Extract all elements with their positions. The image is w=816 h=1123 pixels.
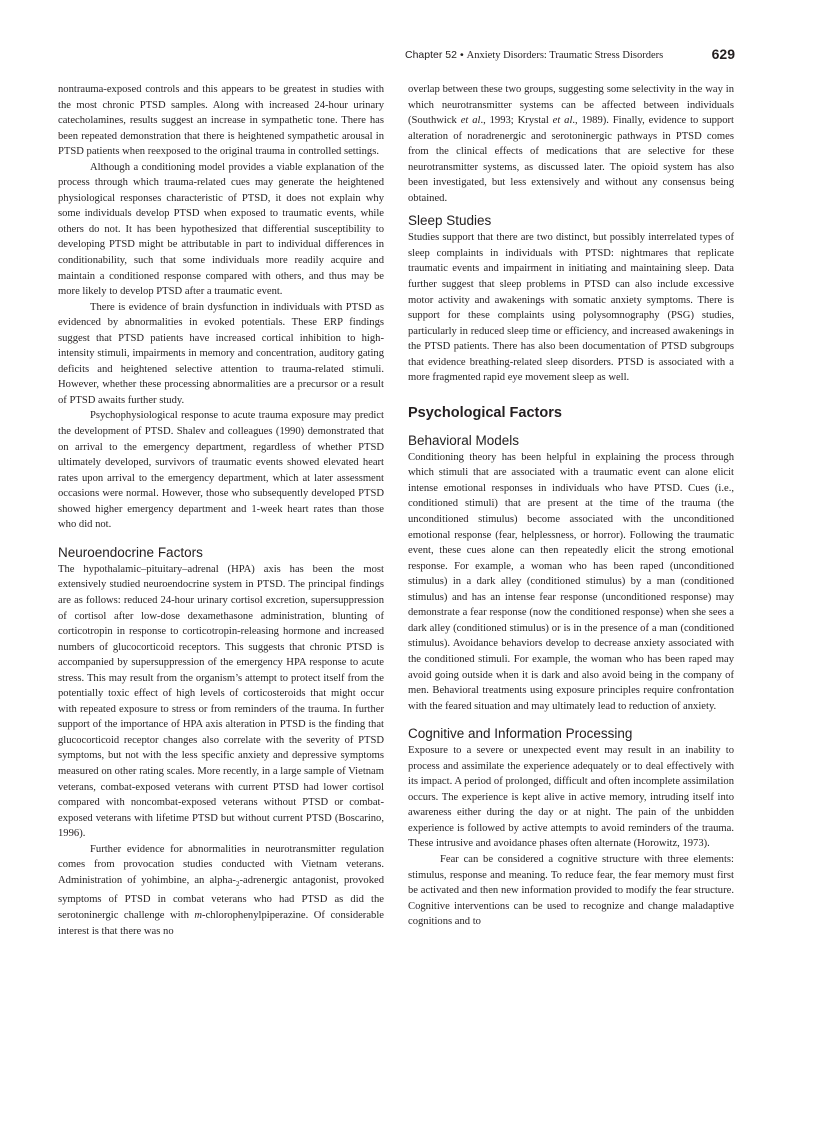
subscript: 2 — [235, 879, 240, 888]
section-heading-neuroendocrine: Neuroendocrine Factors — [58, 544, 203, 560]
paragraph: The hypothalamic–pituitary–adrenal (HPA) axis has been the most extensively studied neuroendocrine system in PTSD. The principal findings are as follows: reduced 24-hour urinary cortisol excretion, supersuppression of cortisol after low-dose dexamethasone administration, blunting of corticotropin in response to corticotropin-releasing hormone and increased numbers of glucocorticoid receptors. This suggests that chronic PTSD is accompanied by supersuppression of the emergency HPA response to acute stress. This may result from the organism’s attempt to protect itself from the potentially toxic effect of high levels of corticosteroids that might occur with repeated exposure to stress or from reminders of the trauma. In further support of the importance of HPA axis alteration in PTSD is the finding that glucocorticoid receptor changes also correlate with the severity of PTSD symptoms, but not with the less specific anxiety and depressive symptoms measured on other rating scales. More recently, in a large sample of Vietnam veterans, combat-exposed veterans with current PTSD had lower cortisol compared with noncombat-exposed veterans without PTSD or combat-exposed veterans with lifetime PTSD but without current PTSD (Boscarino, 1996). — [58, 563, 384, 840]
paragraph — [58, 842, 384, 939]
paragraph: Studies support that there are two distinct, but possibly interrelated types of sleep complaints in individuals with PTSD: nightmares that replicate traumatic events and impairment in initiating and maintaining sleep. Data further suggest that sleep problems in PTSD can also include excessive motor activity and awakenings with somatic anxiety symptoms. There is support for these complaints using polysomnography (PSG) studies, particularly in reduced sleep time or efficiency, and increased awakenings in the PTSD patients. There has also been documentation of PTSD subgroups that evidence breathing-related sleep disorders. PTSD is associated with a more fragmented rapid eye movement sleep as well. — [408, 232, 734, 384]
text-run: Further evidence for abnormalities in neurotransmitter regulation comes from provocation studies conducted with Vietnam veterans. Administration of yohimbine, an alpha- — [58, 843, 384, 886]
section-heading-sleep: Sleep Studies — [408, 213, 492, 229]
section-heading-cognitive: Cognitive and Information Processing — [408, 726, 633, 742]
paragraph: nontrauma-exposed controls and this appears to be greatest in studies with the most chronic PTSD samples. Along with increased 24-hour urinary catecholamines, results suggest an increase in sympathetic tone. There has been repeated demonstration that there is heightened sympathetic arousal in PTSD patients when reexposed to the original trauma in controlled settings. — [58, 84, 384, 158]
text-run: -chlorophenylpiperazine. Of considerable interest is that there was no — [58, 910, 384, 937]
header-separator: • — [459, 49, 464, 61]
paragraph: Exposure to a severe or unexpected event may result in an inability to process and assimilate the experience adequately or to deal effectively with its impact. A period of prolonged, difficult and often incomplete assimilation occurs. The experience is kept alive in active memory, intruding itself into awareness either during the day or at night. The pain of the unbidden experience is followed by active attempts to avoid reminders of the trauma. These intrusive and avoidance phases often alternate (Horowitz, 1973). — [408, 745, 734, 850]
page-number: 629 — [711, 46, 735, 62]
paragraph: Although a conditioning model provides a viable explanation of the process through which trauma-related cues may generate the heightened physiological responses characteristic of PTSD, it does not explain why some individuals develop PTSD when exposed to traumatic events, while others do not. It has been hypothesized that differential susceptibility to developing PTSD might be attributable in part to individual differences in conditionability, such that some individuals more readily acquire and maintain a conditioned response compared with others, and thus may be more likely to develop PTSD after a traumatic event. — [58, 161, 384, 298]
chapter-label — [405, 49, 663, 61]
italic-text: m — [194, 910, 203, 921]
paragraph: Fear can be considered a cognitive structure with three elements: stimulus, response and meaning. To reduce fear, the fear memory must first be activated and then new information provided to modify the fear structure. Cognitive interventions can be used to recognize and change maladaptive cognitions and to — [408, 853, 734, 928]
right-column — [408, 82, 734, 930]
chapter-title: Anxiety Disorders: Traumatic Stress Disorders — [466, 50, 664, 61]
text-run: -adrenergic antagonist, provoked symptoms of PTSD in combat veterans who had PTSD as did the serotoninergic challenge with — [58, 874, 384, 921]
chapter-number: Chapter 52 — [405, 49, 457, 61]
section-heading-behavioral: Behavioral Models — [408, 432, 520, 448]
section-heading-psychological: Psychological Factors — [408, 404, 562, 421]
paragraph: Conditioning theory has been helpful in explaining the process through which stimuli that are associated with a traumatic event can alone elicit intense emotional responses in individuals who have PTSD. Cues (i.e., conditioned stimuli) that are present at the time of the trauma (the unconditioned stimulus) become associated with the unconditioned emotional response (fear, helplessness, or horror). Following the traumatic event, these cues alone can then repeatedly elicit the strong emotional response. For example, a woman who has been raped (unconditioned stimulus) in a dark alley (conditioned stimulus) by a man (conditioned stimulus) and has an intense fear response (unconditioned response) may demonstrate a fear response (now the conditioned response) when she sees a dark alley (conditioned stimulus) or is in the presence of a man (conditioned stimulus). Avoidance behaviors develop to decrease anxiety associated with the conditioned stimuli. For example, the woman who has been raped may avoid going outside when it is dark and also avoid being in the company of men. Behavioral treatments using exposure principles require confrontation with the feared situation and may ultimately lead to reduction of anxiety. — [408, 451, 734, 712]
running-header — [405, 46, 735, 66]
paragraph — [408, 82, 734, 206]
paragraph: There is evidence of brain dysfunction in individuals with PTSD as evidenced by abnormalities in evoked potentials. These ERP findings suggest that PTSD patients have increased cortical inhibition to high-intensity stimuli, impairments in memory and concentration, auditory gating deficits and heightened selective attention to trauma-related stimuli. However, whether these processing abnormalities are a precursor or a result of PTSD awaits further study. — [58, 301, 384, 406]
italic-text: et al — [460, 115, 481, 127]
italic-text: et al — [552, 115, 573, 127]
paragraph: Psychophysiological response to acute trauma exposure may predict the development of PTSD. Shalev and colleagues (1990) demonstrated that on arrival to the emergency department, regardless of whether PTSD ultimately developed, survivors of traumatic events showed elevated heart rates upon arrival to the emergency department, which at later assessment occasions were normal. However, those who subsequently developed PTSD showed higher emergency department and 1-week heart rates than those who did not. — [58, 410, 384, 531]
text-run: overlap between these two groups, suggesting some selectivity in the way in which neurotransmitter systems can be affected between individuals (Southwick — [408, 84, 734, 127]
left-column — [58, 82, 384, 939]
text-run: ., 1993; Krystal — [480, 115, 553, 127]
text-run: ., 1989). Finally, evidence to support alteration of noradrenergic and serotoninergic pathways in PTSD comes from the clinical effects of medications that are selective for these neurotransmitter systems, as discussed later. The opioid system has also been investigated, but less extensively and without any consensus being obtained. — [408, 115, 734, 204]
